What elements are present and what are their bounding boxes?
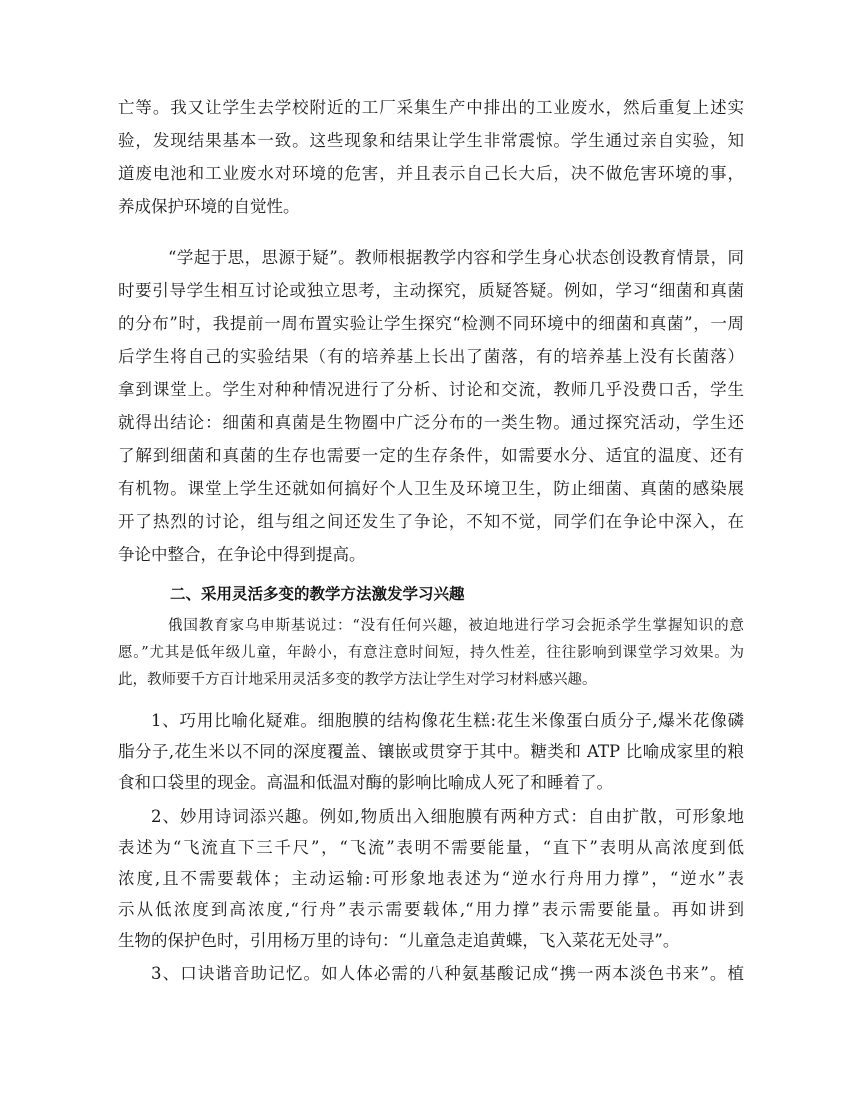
text-line: 了解到细菌和真菌的生存也需要一定的生存条件，如需要水分、适宜的温度、还有 <box>118 446 744 465</box>
text-line: 生物的保护色时，引用杨万里的诗句：“儿童急走追黄蝶，飞入菜花无处寻”。 <box>118 931 680 950</box>
text-line: 俄国教育家乌申斯基说过：“没有任何兴趣，被迫地进行学习会扼杀学生掌握知识的意 <box>168 618 744 634</box>
text-line: “学起于思，思源于疑”。教师根据教学内容和学生身心状态创设教育情景，同 <box>168 248 744 267</box>
paragraph-5 <box>118 801 744 956</box>
text-line: 浓度,且不需要载体；主动运输:可形象地表述为“逆水行舟用力撑”，“逆水”表 <box>118 869 744 888</box>
paragraph-3 <box>118 613 744 694</box>
text-line: 开了热烈的讨论，组与组之间还发生了争论，不知不觉，同学们在争论中深入，在 <box>118 512 744 531</box>
text-line: 养成保护环境的自觉性。 <box>118 197 300 216</box>
text-line: 有机物。课堂上学生还就如何搞好个人卫生及环境卫生，防止细菌、真菌的感染展 <box>118 479 744 498</box>
text-line: 争论中整合，在争论中得到提高。 <box>118 545 366 564</box>
text-line: 脂分子,花生米以不同的深度覆盖、镶嵌或贯穿于其中。糖类和 ATP 比喻成家里的粮 <box>118 742 744 761</box>
text-line: 食和口袋里的现金。高温和低温对酶的影响比喻成人死了和睡着了。 <box>118 773 613 792</box>
paragraph-6 <box>118 958 744 989</box>
text-line: 验，发现结果基本一致。这些现象和结果让学生非常震惊。学生通过亲自实验，知 <box>118 131 744 150</box>
paragraph-1 <box>118 91 744 223</box>
section-heading: 二、采用灵活多变的教学方法激发学习兴趣 <box>170 584 465 603</box>
text-line: 2、妙用诗词添兴趣。例如,物质出入细胞膜有两种方式：自由扩散，可形象地 <box>151 807 744 826</box>
text-line: 此，教师要千方百计地采用灵活多变的教学方法让学生对学习材料感兴趣。 <box>118 672 597 688</box>
text-line: 1、巧用比喻化疑难。细胞膜的结构像花生糕:花生米像蛋白质分子,爆米花像磷 <box>151 711 744 730</box>
text-line: 表述为“飞流直下三千尺”，“飞流”表明不需要能量，“直下”表明从高浓度到低 <box>118 838 744 857</box>
text-line: 拿到课堂上。学生对种种情况进行了分析、讨论和交流，教师几乎没费口舌，学生 <box>118 380 744 399</box>
text-line: 示从低浓度到高浓度,“行舟”表示需要载体,“用力撑”表示需要能量。再如讲到 <box>118 900 744 919</box>
text-line: 亡等。我又让学生去学校附近的工厂采集生产中排出的工业废水，然后重复上述实 <box>118 98 744 117</box>
text-line: 就得出结论：细菌和真菌是生物圈中广泛分布的一类生物。通过探究活动，学生还 <box>118 413 744 432</box>
text-line: 的分布”时，我提前一周布置实验让学生探究“检测不同环境中的细菌和真菌”，一周 <box>118 314 744 333</box>
text-line: 后学生将自己的实验结果（有的培养基上长出了菌落，有的培养基上没有长菌落） <box>118 347 744 366</box>
text-line: 道废电池和工业废水对环境的危害，并且表示自己长大后，决不做危害环境的事， <box>118 164 744 183</box>
text-line: 愿。”尤其是低年级儿童，年龄小，有意注意时间短，持久性差，往往影响到课堂学习效果。为 <box>118 645 744 661</box>
paragraph-2 <box>118 241 744 571</box>
paragraph-4 <box>118 705 744 798</box>
text-line: 时要引导学生相互讨论或独立思考，主动探究，质疑答疑。例如，学习“细菌和真菌 <box>118 281 744 300</box>
text-line: 3、口诀谐音助记忆。如人体必需的八种氨基酸记成“携一两本淡色书来”。植 <box>151 964 744 983</box>
